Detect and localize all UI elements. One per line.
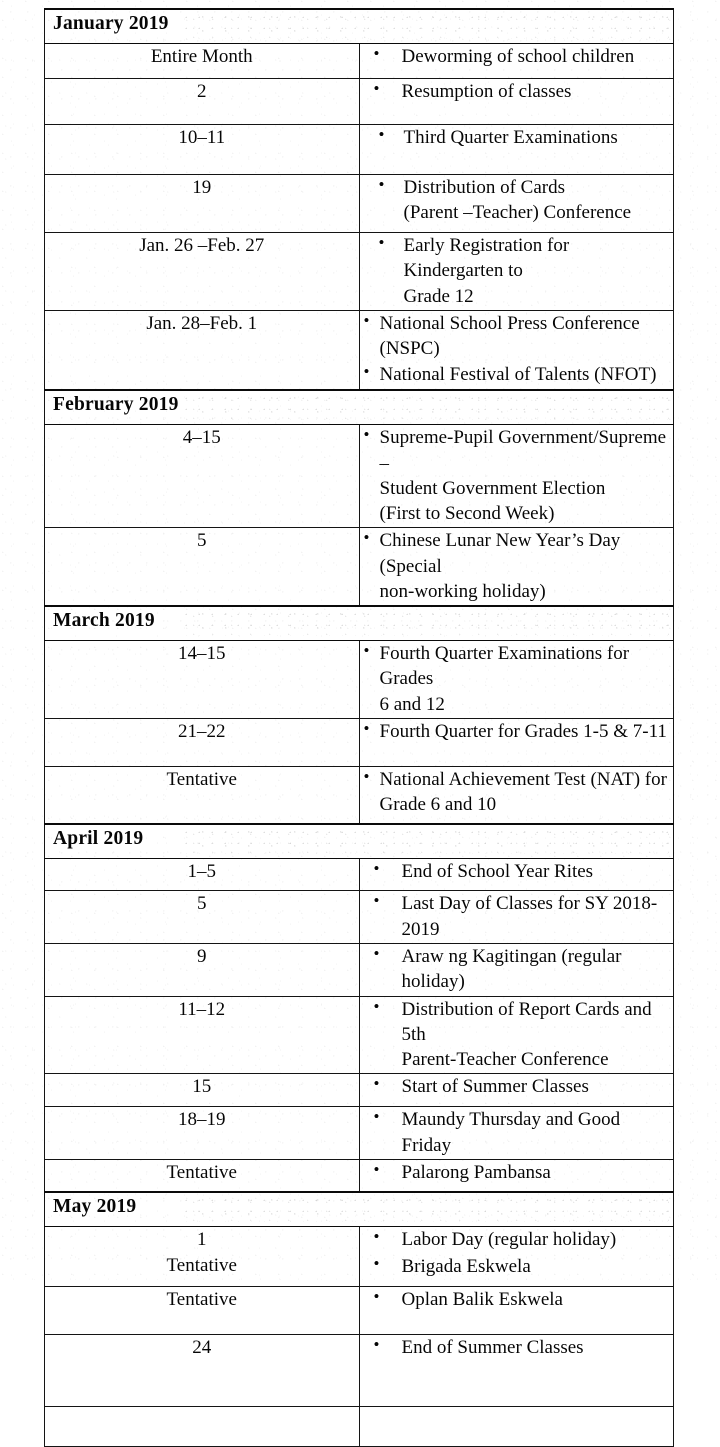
table-row — [45, 1227, 674, 1287]
activity-list — [360, 233, 674, 309]
scan-speckle — [185, 610, 669, 636]
calendar-document — [44, 8, 674, 1447]
calendar-body — [45, 9, 674, 1447]
list-item — [360, 1254, 674, 1279]
table-row — [45, 79, 674, 125]
list-item — [360, 1335, 674, 1360]
activity-text: Araw ng Kagitingan (regular holiday) — [401, 945, 622, 993]
activity-text: Early Registration for Kindergarten to — [403, 235, 570, 282]
activity-cell — [359, 1335, 674, 1407]
activity-list — [360, 944, 674, 995]
activity-cell — [359, 1287, 674, 1335]
list-item — [360, 1107, 674, 1158]
list-item — [360, 311, 674, 362]
list-item — [360, 1227, 674, 1252]
activity-cell — [359, 1227, 674, 1287]
activity-text: Palarong Pambansa — [401, 1161, 551, 1183]
activity-cell — [359, 79, 674, 125]
activity-text-continuation: (NSPC) — [379, 338, 440, 360]
date-cell: 5 — [45, 891, 360, 944]
list-item — [360, 425, 674, 526]
list-item — [360, 859, 674, 884]
activity-text-continuation: Student Government Election — [379, 477, 606, 499]
table-row — [45, 175, 674, 233]
table-row — [45, 891, 674, 944]
table-row — [45, 1107, 674, 1160]
list-item — [360, 944, 674, 995]
table-row — [45, 1074, 674, 1107]
date-cell: 18–19 — [45, 1107, 360, 1160]
month-header-row — [45, 390, 674, 425]
month-header-march — [45, 606, 674, 641]
scan-speckle — [185, 828, 669, 854]
date-cell: 15 — [45, 1074, 360, 1107]
activity-text: National School Press Conference — [379, 312, 640, 334]
date-cell: 24 — [45, 1335, 360, 1407]
month-label: January 2019 — [53, 13, 169, 34]
date-cell: 14–15 — [45, 641, 360, 719]
activity-text: Last Day of Classes for SY 2018-2019 — [401, 893, 658, 940]
list-item — [360, 1074, 674, 1099]
date-cell: 9 — [45, 943, 360, 996]
list-item — [360, 1287, 674, 1312]
month-header-may — [45, 1192, 674, 1227]
date-cell: Tentative — [45, 766, 360, 824]
month-header-row — [45, 824, 674, 859]
activity-list — [360, 425, 674, 526]
activity-list — [360, 859, 674, 884]
month-header-february — [45, 390, 674, 425]
list-item — [360, 44, 674, 69]
date-cell: 11–12 — [45, 996, 360, 1074]
activity-text: Fourth Quarter for Grades 1-5 & 7-11 — [379, 720, 667, 742]
date-cell: Jan. 26 –Feb. 27 — [45, 233, 360, 311]
activity-text-continuation: (Parent –Teacher) Conference — [403, 202, 632, 224]
activity-cell — [359, 175, 674, 233]
table-row — [45, 766, 674, 824]
activity-text-continuation: Parent-Teacher Conference — [401, 1049, 609, 1071]
month-header-january — [45, 9, 674, 44]
activity-text: Start of Summer Classes — [401, 1076, 589, 1098]
table-row — [45, 44, 674, 79]
list-item — [360, 528, 674, 604]
activity-list — [360, 719, 674, 744]
activity-list — [360, 1107, 674, 1158]
table-row — [45, 125, 674, 175]
list-item — [360, 767, 674, 818]
month-header-row — [45, 1192, 674, 1227]
month-label: February 2019 — [53, 394, 179, 416]
list-item — [360, 175, 674, 226]
activity-text: End of Summer Classes — [401, 1337, 584, 1359]
list-item — [360, 641, 674, 717]
activity-cell — [359, 125, 674, 175]
list-item — [360, 997, 674, 1073]
activity-list — [360, 44, 674, 69]
date-cell: 21–22 — [45, 718, 360, 766]
activity-list — [360, 997, 674, 1073]
activity-list — [360, 1074, 674, 1099]
activity-text: National Festival of Talents (NFOT) — [379, 364, 657, 386]
activity-cell — [359, 766, 674, 824]
scan-speckle — [185, 13, 669, 39]
activity-cell — [359, 528, 674, 606]
activity-list — [360, 175, 674, 226]
list-item — [360, 125, 674, 150]
activity-cell-empty — [359, 1407, 674, 1447]
date-text-second: Tentative — [166, 1254, 237, 1276]
activity-list — [360, 1227, 674, 1279]
activity-text-continuation: non-working holiday) — [379, 580, 546, 602]
table-row-partial — [45, 1407, 674, 1447]
activity-text: Resumption of classes — [401, 81, 572, 102]
date-cell: 10–11 — [45, 125, 360, 175]
activity-list — [360, 641, 674, 717]
date-cell: 4–15 — [45, 425, 360, 528]
activity-cell — [359, 425, 674, 528]
table-row — [45, 1287, 674, 1335]
table-row — [45, 528, 674, 606]
activity-text: Deworming of school children — [401, 46, 635, 67]
scan-speckle — [185, 394, 669, 420]
activity-cell — [359, 1107, 674, 1160]
list-item — [360, 79, 674, 104]
date-cell: Entire Month — [45, 44, 360, 79]
table-row — [45, 718, 674, 766]
month-header-row — [45, 9, 674, 44]
list-item — [360, 362, 674, 387]
school-calendar-table — [44, 8, 674, 1447]
activity-text-continuation: Grade 6 and 10 — [379, 794, 497, 816]
list-item — [360, 891, 674, 942]
activity-list — [360, 79, 674, 104]
activity-list — [360, 767, 674, 818]
activity-text-continuation-2: (First to Second Week) — [379, 503, 555, 525]
activity-text-continuation: 6 and 12 — [379, 693, 445, 715]
activity-cell — [359, 718, 674, 766]
activity-cell — [359, 891, 674, 944]
table-row — [45, 425, 674, 528]
scan-speckle — [185, 1196, 669, 1222]
date-cell: 5 — [45, 528, 360, 606]
activity-list — [360, 1160, 674, 1185]
table-row — [45, 943, 674, 996]
date-text: 1 — [197, 1229, 207, 1251]
activity-text-continuation: Grade 12 — [403, 285, 474, 307]
date-cell: Tentative — [45, 1287, 360, 1335]
activity-cell — [359, 859, 674, 891]
table-row — [45, 310, 674, 390]
activity-list — [360, 1287, 674, 1312]
date-cell — [45, 1227, 360, 1287]
activity-text: Fourth Quarter Examinations for Grades — [379, 643, 630, 690]
activity-text: Brigada Eskwela — [401, 1255, 531, 1277]
activity-text: Distribution of Report Cards and 5th — [401, 998, 652, 1045]
activity-cell — [359, 44, 674, 79]
activity-text: Maundy Thursday and Good Friday — [401, 1109, 621, 1156]
activity-list — [360, 311, 674, 388]
date-cell-empty — [45, 1407, 360, 1447]
activity-text: Supreme-Pupil Government/Supreme – — [379, 427, 667, 474]
table-row — [45, 1335, 674, 1407]
activity-text: National Achievement Test (NAT) for — [379, 768, 667, 790]
date-cell: 2 — [45, 79, 360, 125]
activity-list — [360, 1335, 674, 1360]
activity-cell — [359, 310, 674, 390]
date-cell: 19 — [45, 175, 360, 233]
table-row — [45, 859, 674, 891]
list-item — [360, 233, 674, 309]
activity-cell — [359, 943, 674, 996]
date-cell: Tentative — [45, 1159, 360, 1192]
date-cell: 1–5 — [45, 859, 360, 891]
activity-text: Chinese Lunar New Year’s Day (Special — [379, 530, 621, 577]
activity-cell — [359, 1074, 674, 1107]
activity-cell — [359, 1159, 674, 1192]
activity-list — [360, 891, 674, 942]
month-label: May 2019 — [53, 1196, 137, 1218]
activity-cell — [359, 233, 674, 311]
activity-text: End of School Year Rites — [401, 861, 594, 883]
month-label: March 2019 — [53, 610, 155, 632]
table-row — [45, 641, 674, 719]
activity-text: Third Quarter Examinations — [403, 127, 618, 148]
month-header-april — [45, 824, 674, 859]
activity-cell — [359, 641, 674, 719]
activity-text: Labor Day (regular holiday) — [401, 1229, 617, 1251]
table-row — [45, 1159, 674, 1192]
date-cell: Jan. 28–Feb. 1 — [45, 310, 360, 390]
month-label: April 2019 — [53, 828, 144, 850]
activity-list — [360, 125, 674, 150]
activity-text: Oplan Balik Eskwela — [401, 1289, 563, 1311]
list-item — [360, 1160, 674, 1185]
month-header-row — [45, 606, 674, 641]
activity-list — [360, 528, 674, 604]
list-item — [360, 719, 674, 744]
activity-cell — [359, 996, 674, 1074]
table-row — [45, 233, 674, 311]
activity-text: Distribution of Cards — [403, 177, 565, 198]
table-row — [45, 996, 674, 1074]
